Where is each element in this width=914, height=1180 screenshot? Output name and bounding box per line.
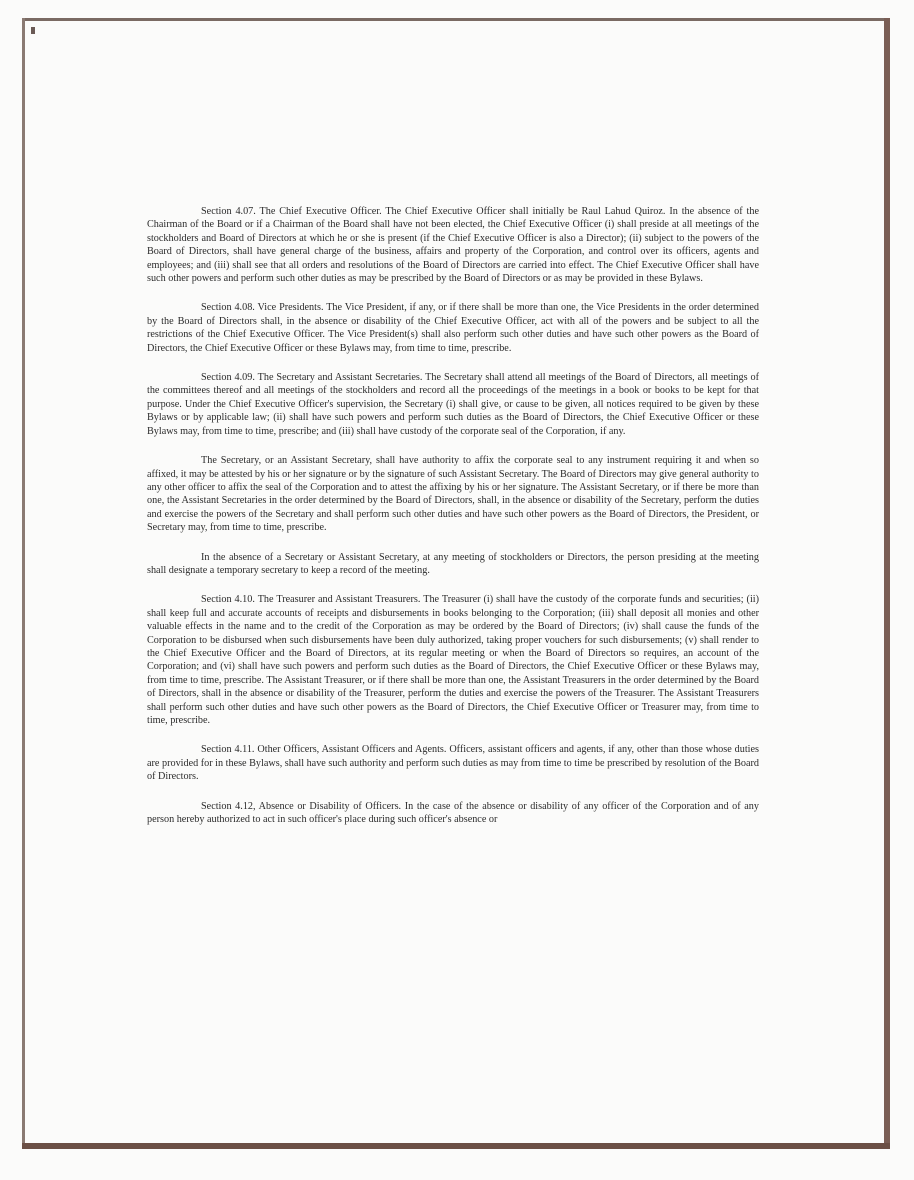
scan-speck xyxy=(31,27,35,34)
section-4-09-paragraph: Section 4.09. The Secretary and Assistant Secretaries. The Secretary shall attend all meetings of the Board of Directors, all meetings of the committees thereof and all meetings of the stockholders and record all the proceedings of the meetings in a book or books to be kept for that purpose. Under the Chief Executive Officer's supervision, the Secretary (i) shall give, or cause to be given, all notices required to be given by these Bylaws or by applicable law; (ii) shall have such powers and perform such duties as the Board of Directors, the Chief Executive Officer or these Bylaws may, from time to time, prescribe; and (iii) shall have custody of the corporate seal of the Corporation, if any. xyxy=(147,372,759,437)
page-edge-bottom xyxy=(22,1143,890,1149)
page-edge-right xyxy=(884,18,890,1148)
section-4-12-paragraph: Section 4.12, Absence or Disability of Officers. In the case of the absence or disability of any officer of the Corporation and of any person hereby authorized to act in such officer's place during such officer's absence or xyxy=(147,800,759,826)
section-4-08-paragraph: Section 4.08. Vice Presidents. The Vice President, if any, or if there shall be more than one, the Vice Presidents in the order determined by the Board of Directors shall, in the absence or disability of the Chief Executive Officer, act with all of the powers and be subject to all the restrictions of the Chief Executive Officer. The Vice President(s) shall also perform such other duties and have such other powers as the Board of Directors, the Chief Executive Officer or these Bylaws may, from time to time, prescribe. xyxy=(147,302,759,354)
section-4-11-paragraph: Section 4.11. Other Officers, Assistant Officers and Agents. Officers, assistant officers and agents, if any, other than those whose duties are provided for in these Bylaws, shall have such authority and perform such duties as may from time to time be prescribed by resolution of the Board of Directors. xyxy=(147,744,759,783)
secretary-seal-paragraph: The Secretary, or an Assistant Secretary, shall have authority to affix the corporate seal to any instrument requiring it and when so affixed, it may be attested by his or her signature or by the signature of such Assistant Secretary. The Board of Directors may give general authority to any other officer to affix the seal of the Corporation and to attest the affixing by his or her signature. The Assistant Secretary, or if there be more than one, the Assistant Secretaries in the order determined by the Board of Directors, shall, in the absence or disability of the Secretary, perform the duties and exercise the powers of the Secretary and shall perform such other duties and have such other powers as the Board of Directors, the President, or Secretary may, from time to time, prescribe. xyxy=(147,455,759,534)
page-edge-top xyxy=(22,18,890,21)
temporary-secretary-paragraph: In the absence of a Secretary or Assistant Secretary, at any meeting of stockholders or Directors, the person presiding at the meeting shall designate a temporary secretary to keep a record of the meeting. xyxy=(147,551,759,576)
section-4-10-paragraph: Section 4.10. The Treasurer and Assistant Treasurers. The Treasurer (i) shall have the custody of the corporate funds and securities; (ii) shall keep full and accurate accounts of receipts and disbursements in books belonging to the Corporation; (iii) shall deposit all monies and other valuable effects in the name and to the credit of the Corporation as may be ordered by the Board of Directors; (iv) shall cause the funds of the Corporation to be disbursed when such disbursements have been duly authorized, taking proper vouchers for such disbursements; (v) shall render to the Chief Executive Officer and the Board of Directors, at its regular meeting or when the Board of Directors so requires, an account of the Corporation; and (vi) shall have such powers and perform such duties as the Board of Directors, the Chief Executive Officer or these Bylaws may, from time to time, prescribe. The Assistant Treasurer, or if there shall be more than one, the Assistant Treasurers in the order determined by the Board of Directors, shall in the absence or disability of the Treasurer, perform the duties and exercise the powers of the Treasurer. The Assistant Treasurers shall perform such other duties and have such other powers as the Board of Directors, the Chief Executive Officer or Treasurer may, from time to time, prescribe. xyxy=(147,594,759,726)
document-body xyxy=(147,205,759,826)
section-4-07-paragraph: Section 4.07. The Chief Executive Officer. The Chief Executive Officer shall initially be Raul Lahud Quiroz. In the absence of the Chairman of the Board or if a Chairman of the Board shall have not been elected, the Chief Executive Officer (i) shall preside at all meetings of the stockholders and Board of Directors at which he or she is present (if the Chief Executive Officer is also a Director); (ii) subject to the powers of the Board of Directors, shall have general charge of the business, affairs and property of the Corporation, and control over its officers, agents and employees; and (iii) shall see that all orders and resolutions of the Board of Directors are carried into effect. The Chief Executive Officer shall have such other powers and perform such other duties as may be prescribed by the Board of Directors or as may be provided in these Bylaws. xyxy=(147,206,759,285)
page-edge-left xyxy=(22,18,25,1144)
